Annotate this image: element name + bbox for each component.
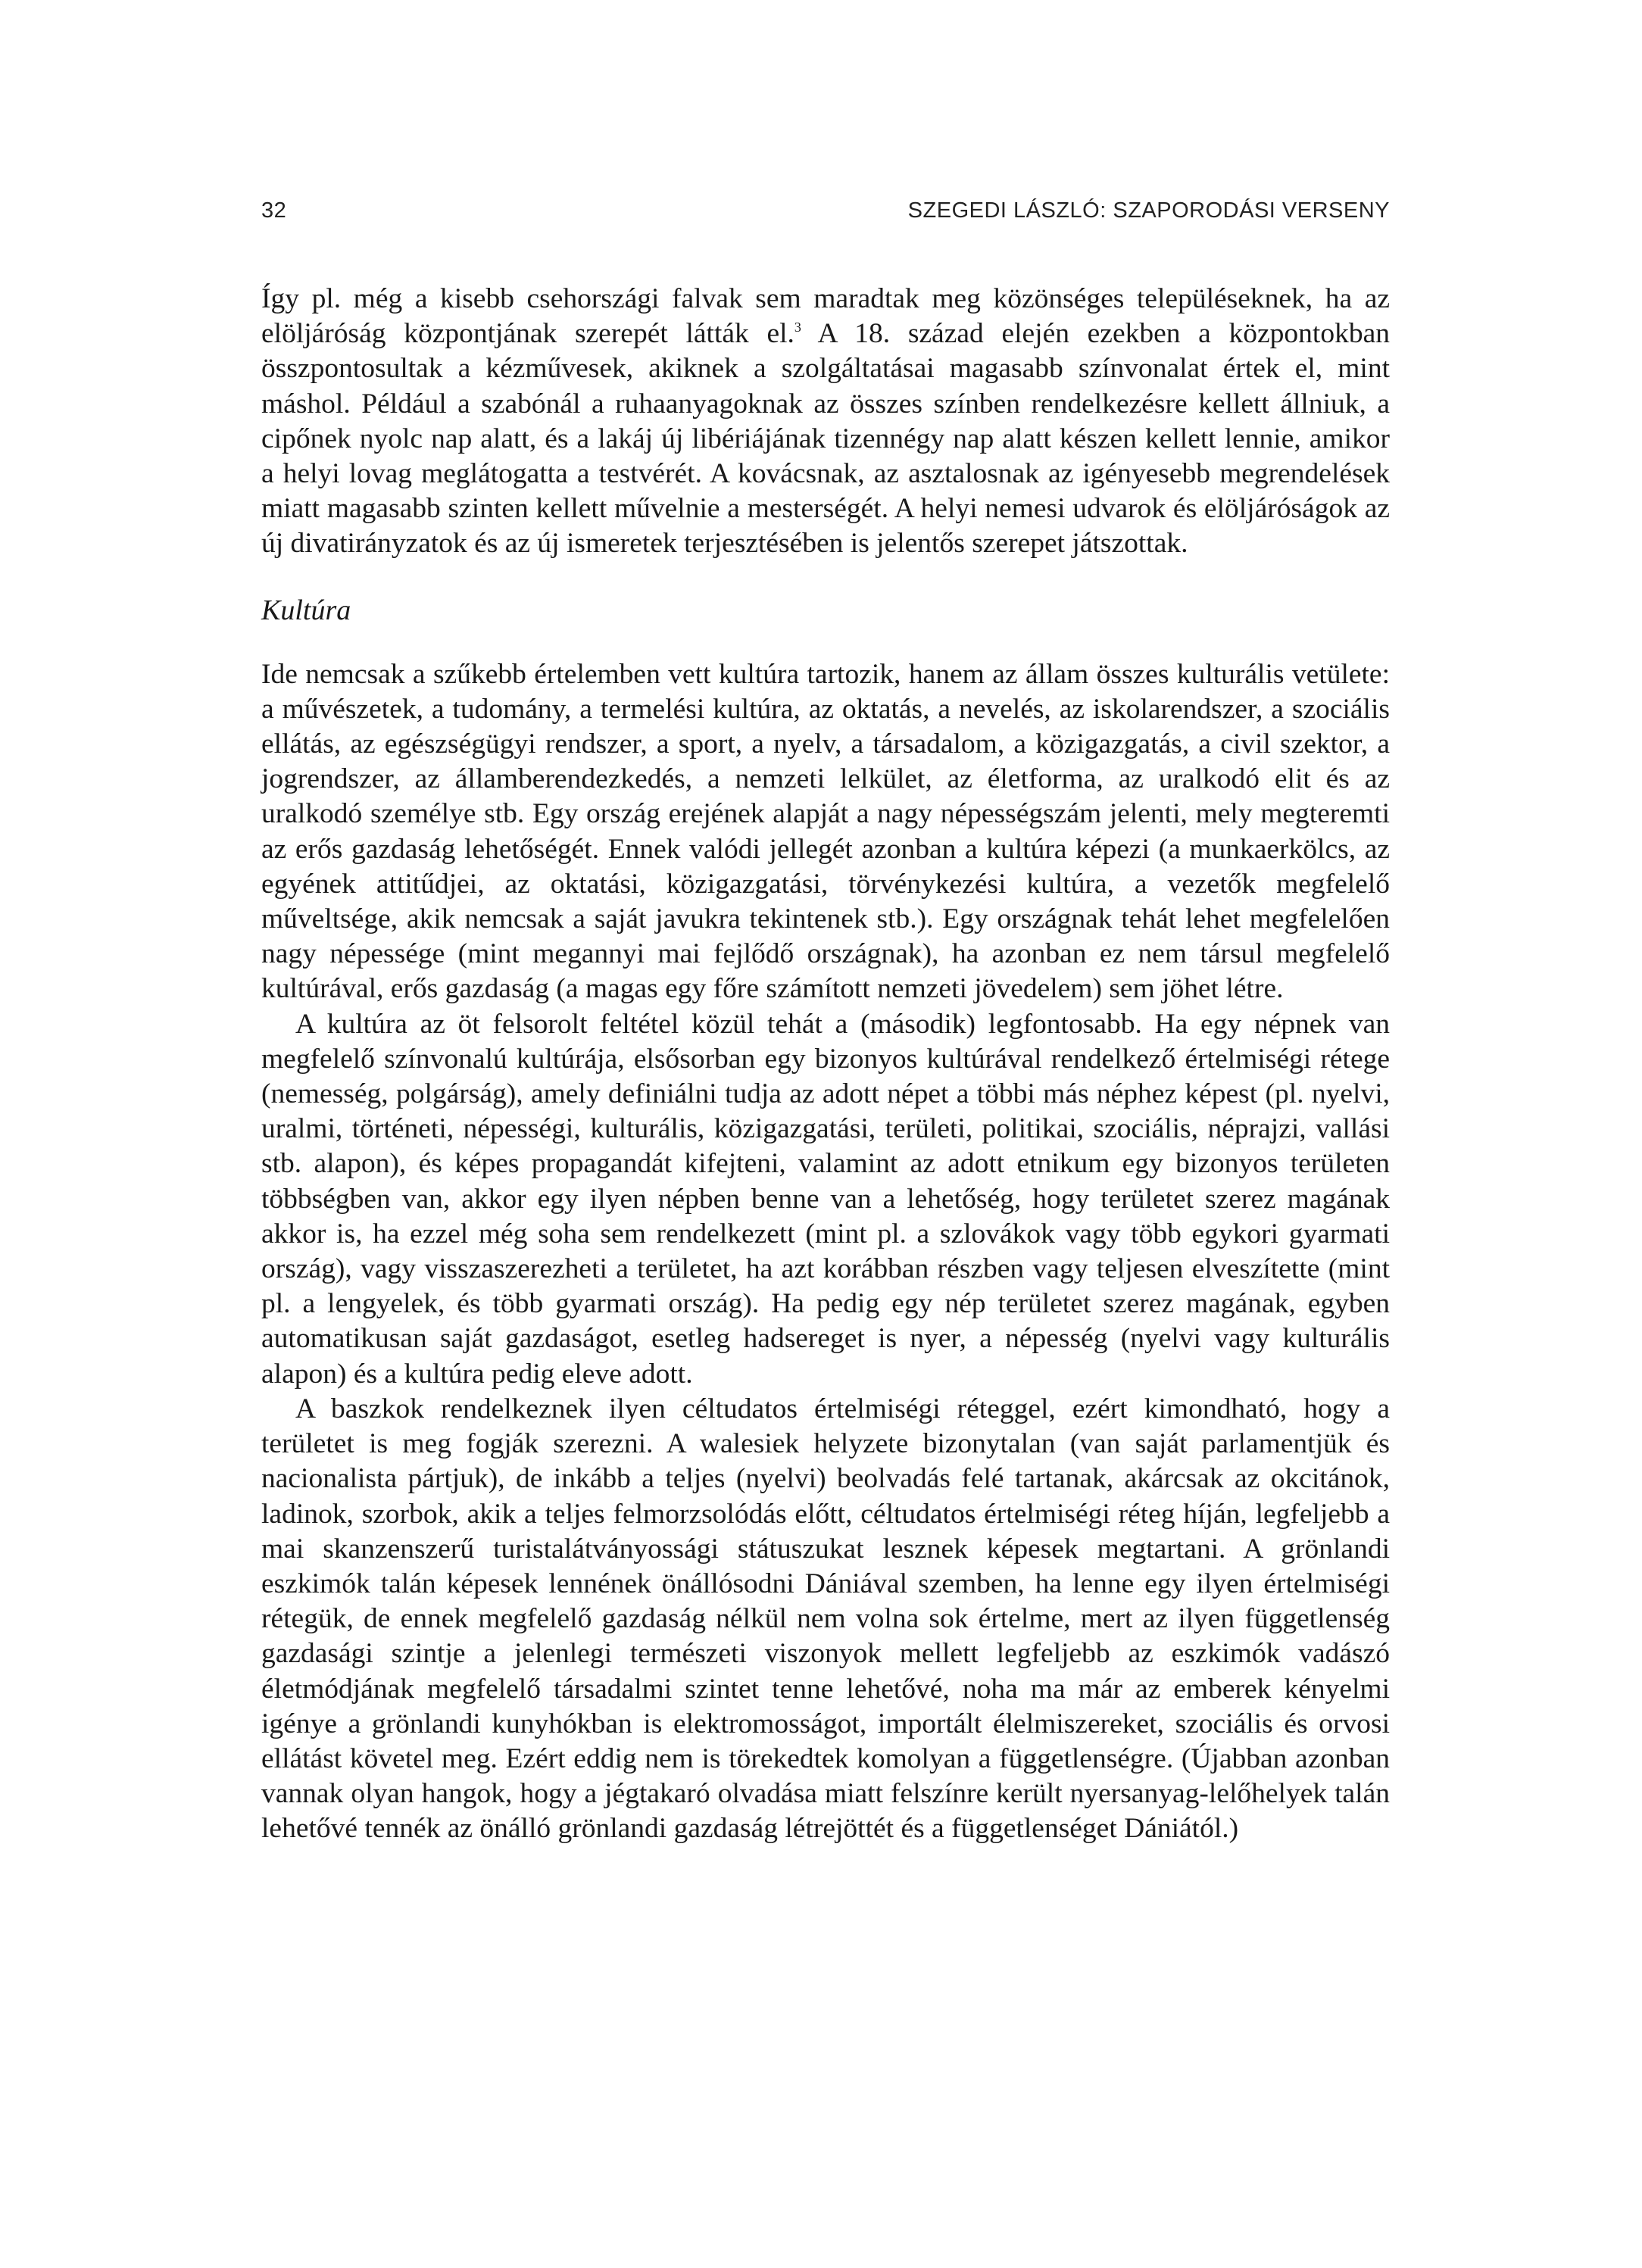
intro-text: Így pl. még a kisebb csehországi falvak sem maradtak meg közönséges településeknek, ha az elöljáróság központjának szerepét látták el. (261, 283, 1390, 350)
running-title: SZEGEDI LÁSZLÓ: SZAPORODÁSI VERSENY (907, 198, 1390, 223)
paragraph: A kultúra az öt felsorolt feltétel közül tehát a (második) legfontosabb. Ha egy népnek van megfelelő színvonalú kultúrája, elsősorban egy bizonyos kultúrával rendelkező értelmiségi rétege (nemesség, polgárság), amely definiálni tudja az adott népet a többi más néphez képest (pl. nyelvi, uralmi, történeti, népességi, kulturális, közigazgatási, területi, politikai, szociális, néprajzi, vallási stb. alapon), és képes propagandát kifejteni, valamint az adott etnikum egy bizonyos területen többségben van, akkor egy ilyen népben benne van a lehetőség, hogy területet szerez magának akkor is, ha ezzel még soha sem rendelkezett (mint pl. a szlovákok vagy több egykori gyarmati ország), vagy visszaszerezheti a területet, ha azt korábban részben vagy teljesen elveszítette (mint pl. a lengyelek, és több gyarmati ország). Ha pedig egy nép területet szerez magának, egyben automatikusan saját gazdaságot, esetleg hadsereget is nyer, a népesség (nyelvi vagy kulturális alapon) és a kultúra pedig eleve adott. (261, 1008, 1390, 1390)
book-page (261, 198, 1390, 1847)
running-header (261, 198, 1390, 236)
footnote-marker[interactable]: 3 (794, 320, 801, 335)
intro-text-continued: A 18. század elején ezekben a központokban összpontosultak a kézművesek, akiknek a szolgáltatásai magasabb színvonalat értek el, mint máshol. Például a szabónál a ruhaanyagoknak az összes színben rendelkezésre kellett állniuk, a cipőnek nyolc nap alatt, és a lakáj új libériájának tizennégy nap alatt készen kellett lennie, amikor a helyi lovag meglátogatta a testvérét. A kovácsnak, az asztalosnak az igényesebb megrendelések miatt magasabb szinten kellett művelnie a mesterségét. A helyi nemesi udvarok és elöljáróságok az új divatirányzatok és az új ismeretek terjesztésében is jelentős szerepet játszottak. (261, 318, 1390, 560)
page-number: 32 (261, 198, 287, 223)
paragraph: A baszkok rendelkeznek ilyen céltudatos értelmiségi réteggel, ezért kimondható, hogy a területet is meg fogják szerezni. A walesiek helyzete bizonytalan (van saját parlamentjük és nacionalista pártjuk), de inkább a teljes (nyelvi) beolvadás felé tartanak, akárcsak az okcitánok, ladinok, szorbok, akik a teljes felmorzsolódás előtt, céltudatos értelmiségi réteg híján, legfeljebb a mai skanzenszerű turistalátványossági státuszukat lesznek képesek megtartani. A grönlandi eszkimók talán képesek lennének önállósodni Dániával szemben, ha lenne egy ilyen értelmiségi rétegük, de ennek megfelelő gazdaság nélkül nem volna sok értelme, mert az ilyen függetlenség gazdasági szintje a jelenlegi természeti viszonyok mellett legfeljebb az eszkimók vadászó életmódjának megfelelő társadalmi szintet tenne lehetővé, noha ma már az emberek kényelmi igénye a grönlandi kunyhókban is elektromosságot, importált élelmiszereket, szociális és orvosi ellátást követel meg. Ezért eddig nem is törekedtek komolyan a függetlenségre. (Újabban azonban vannak olyan hangok, hogy a jégtakaró olvadása miatt felszínre került nyersanyag-lelőhelyek talán lehetővé tennék az önálló grönlandi gazdaság létrejöttét és a függetlenséget Dániától.) (261, 1393, 1390, 1845)
paragraph (261, 282, 1390, 562)
intro-paragraph (261, 282, 1390, 562)
section-body (261, 657, 1390, 1847)
paragraph: Ide nemcsak a szűkebb értelemben vett kultúra tartozik, hanem az állam összes kulturális vetülete: a művészetek, a tudomány, a termelési kultúra, az oktatás, a nevelés, az iskolarendszer, a szociális ellátás, az egészségügyi rendszer, a sport, a nyelv, a társadalom, a közigazgatás, a civil szektor, a jogrendszer, az államberendezkedés, a nemzeti lelkület, az életforma, az uralkodó elit és az uralkodó személye stb. Egy ország erejének alapját a nagy népességszám jelenti, mely megteremti az erős gazdaság lehetőségét. Ennek valódi jellegét azonban a kultúra képezi (a munkaerkölcs, az egyének attitűdjei, az oktatási, közigazgatási, törvénykezési kultúra, a vezetők megfelelő műveltsége, akik nemcsak a saját javukra tekintenek stb.). Egy országnak tehát lehet megfelelően nagy népessége (mint megannyi mai fejlődő országnak), ha azonban ez nem társul megfelelő kultúrával, erős gazdaság (a magas egy főre számított nemzeti jövedelem) sem jöhet létre. (261, 658, 1390, 1005)
section-heading: Kultúra (261, 594, 351, 626)
